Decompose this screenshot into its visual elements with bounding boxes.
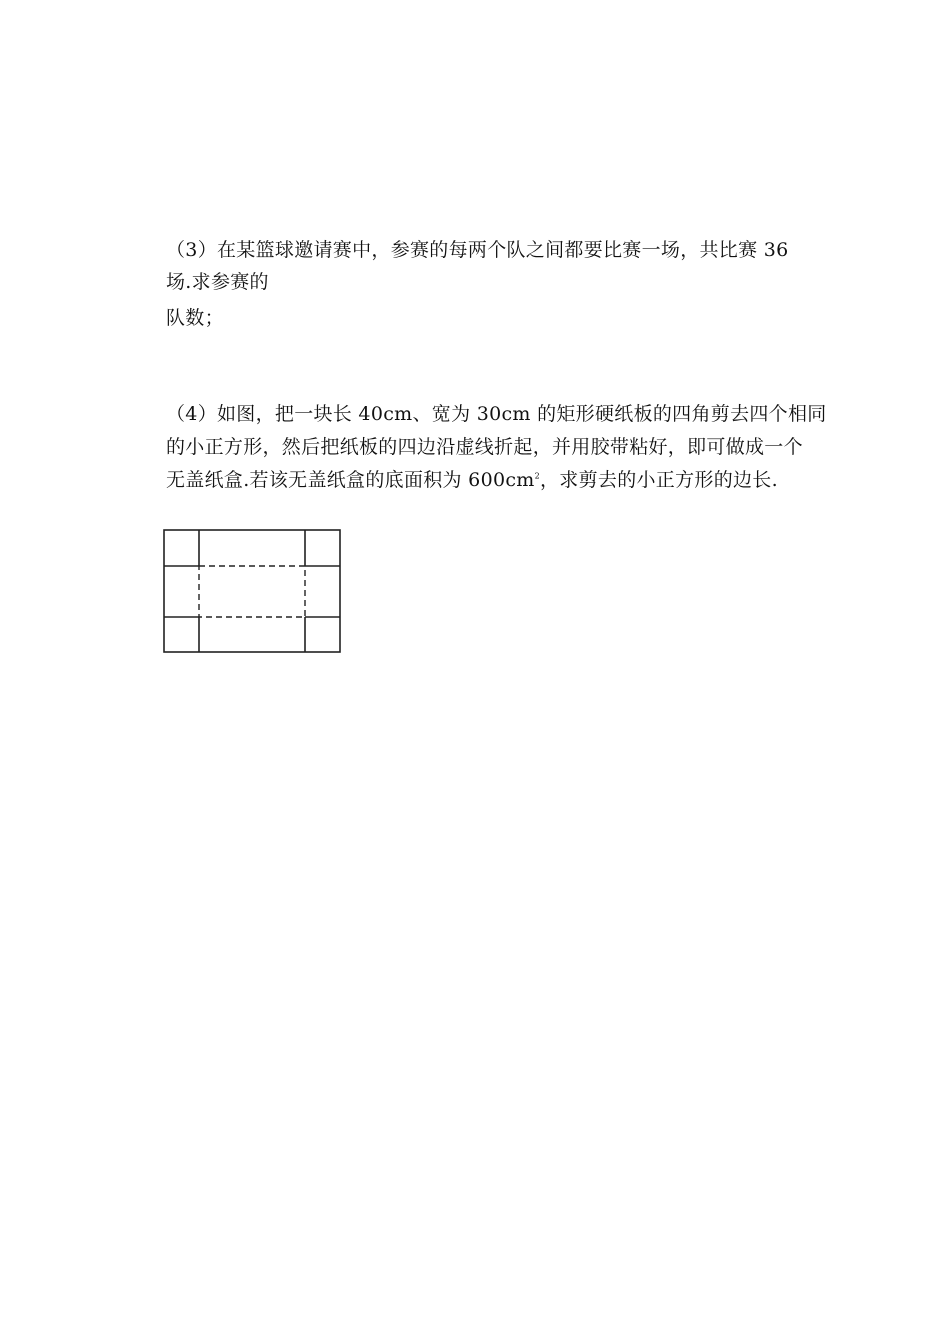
fold-line-dashed [199,566,305,617]
problem-3-line-2: 场.求参赛的 [166,271,269,293]
problem-3-line-3: 队数； [166,307,224,329]
cardboard-outline [164,530,340,652]
problem-4-line-3-text: 无盖纸盒.若该无盖纸盒的底面积为 600cm [166,469,535,491]
problem-4-line-1: （4）如图，把一块长 40cm、宽为 30cm 的矩形硬纸板的四角剪去四个相同 [166,403,827,425]
problem-4-line-3 [166,468,778,492]
problem-3-line-1: （3）在某篮球邀请赛中，参赛的每两个队之间都要比赛一场，共比赛 36 [166,239,789,261]
cardboard-box-net-figure [162,528,344,656]
superscript-2: 2 [534,471,540,481]
problem-4-line-3-tail: ，求剪去的小正方形的边长. [540,469,778,491]
problem-4-line-2: 的小正方形，然后把纸板的四边沿虚线折起，并用胶带粘好，即可做成一个 [166,436,803,458]
